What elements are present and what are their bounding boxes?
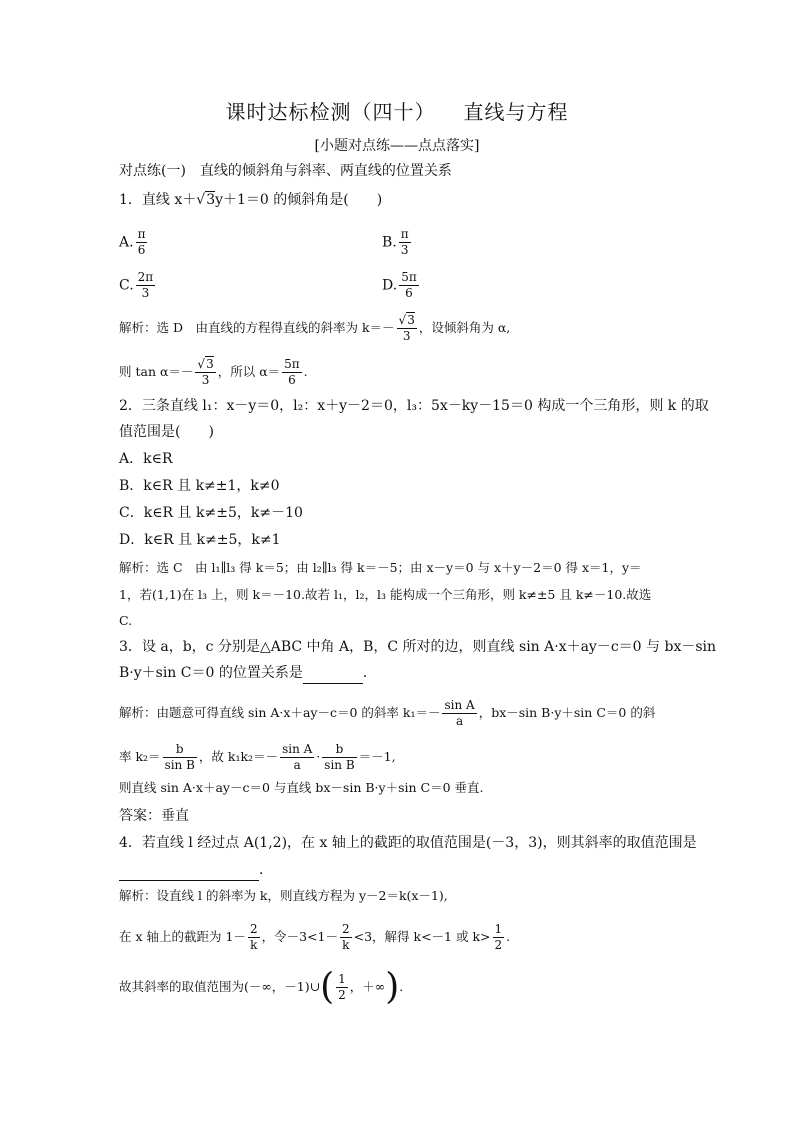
- q4-stem-line2: ．: [119, 860, 273, 881]
- q1-option-d: D. $\frac{5\pi}{6}$: [382, 270, 417, 300]
- q2-solution-line3: C.: [119, 613, 133, 628]
- q2-stem-line2: 值范围是( ): [119, 424, 214, 440]
- answer-blank: [303, 663, 363, 684]
- sqrt-3: √3: [196, 192, 216, 208]
- q1-solution-line2: 则 tan α＝－ $\frac{√3}{3}$ ，所以 α＝ $\frac{5\pi}{6}$ .: [119, 357, 308, 387]
- title-topic: 直线与方程: [463, 100, 569, 124]
- answer-blank: [119, 860, 259, 881]
- q2-solution-line2: 1，若(1,1)在 l₃ 上，则 k＝－10.故若 l₁，l₂，l₃ 能构成一个三角形，则 k≠±5 且 k≠－10.故选: [119, 587, 652, 602]
- q4-solution-line3: 故其斜率的取值范围为(－∞，－1)∪( $\frac{1}{2}$ ，＋∞).: [119, 966, 404, 1008]
- page-title: [0, 96, 794, 125]
- q3-solution-line1: 解析：由题意可得直线 sin A·x＋ay－c＝0 的斜率 k₁＝－ $\frac{\text{sin A}}{a}$ ，bx－sin B·y＋sin C＝0 的斜: [119, 698, 656, 728]
- q1-stem: 1．直线 x＋√3y＋1＝0 的倾斜角是( ): [119, 192, 383, 208]
- q2-solution-line1: 解析：选 C 由 l₁∥l₃ 得 k＝5；由 l₂∥l₃ 得 k＝－5；由 x－y＝0 与 x＋y－2＝0 得 x＝1，y＝: [119, 560, 642, 575]
- q3-answer: 答案：垂直: [119, 808, 189, 824]
- title-main: 课时达标检测（四十）: [225, 100, 436, 124]
- q2-option-a: A．k∈R: [119, 451, 173, 467]
- section-heading: 对点练(一) 直线的倾斜角与斜率、两直线的位置关系: [119, 163, 452, 179]
- q2-option-d: D．k∈R 且 k≠±5，k≠1: [119, 532, 281, 548]
- q2-option-b: B．k∈R 且 k≠±1，k≠0: [119, 478, 280, 494]
- q1-option-b: B. $\frac{\pi}{3}$: [382, 227, 409, 257]
- q4-solution-line1: 解析：设直线 l 的斜率为 k，则直线方程为 y－2＝k(x－1),: [119, 888, 448, 903]
- q2-option-c: C．k∈R 且 k≠±5，k≠－10: [119, 505, 303, 521]
- q1-solution-line1: 解析：选 D 由直线的方程得直线的斜率为 k＝－ $\frac{√3}{3}$ ，设倾斜角为 α,: [119, 313, 511, 343]
- page-subtitle: [小题对点练——点点落实]: [314, 138, 480, 154]
- q1-option-a: A. $\frac{\pi}{6}$: [119, 227, 146, 257]
- q3-stem-line2: B·y＋sin C＝0 的位置关系是 ．: [119, 663, 377, 684]
- q3-stem-line1: 3．设 a，b，c 分别是△ABC 中角 A，B，C 所对的边，则直线 sin A·x＋ay－c＝0 与 bx－sin: [119, 639, 717, 655]
- q2-stem-line1: 2．三条直线 l₁：x－y＝0，l₂：x＋y－2＝0，l₃：5x－ky－15＝0 构成一个三角形，则 k 的取: [119, 398, 709, 414]
- q1-option-c: C. $\frac{2\pi}{3}$: [119, 270, 154, 300]
- q3-solution-line2: 率 k₂＝ $\frac{b}{\text{sin B}}$ ，故 k₁k₂＝－ $\frac{\text{sin A}}{a}$ · $\frac{b}{\text{sin B}}$ ＝－1,: [119, 742, 396, 772]
- q3-solution-line3: 则直线 sin A·x＋ay－c＝0 与直线 bx－sin B·y＋sin C＝0 垂直.: [119, 780, 484, 795]
- q4-stem-line1: 4．若直线 l 经过点 A(1,2)，在 x 轴上的截距的取值范围是(－3，3)，则其斜率的取值范围是: [119, 835, 697, 851]
- q4-solution-line2: 在 x 轴上的截距为 1－ $\frac{2}{k}$ ，令－3<1－ $\frac{2}{k}$ <3，解得 k<－1 或 k> $\frac{1}{2}$ .: [119, 922, 511, 952]
